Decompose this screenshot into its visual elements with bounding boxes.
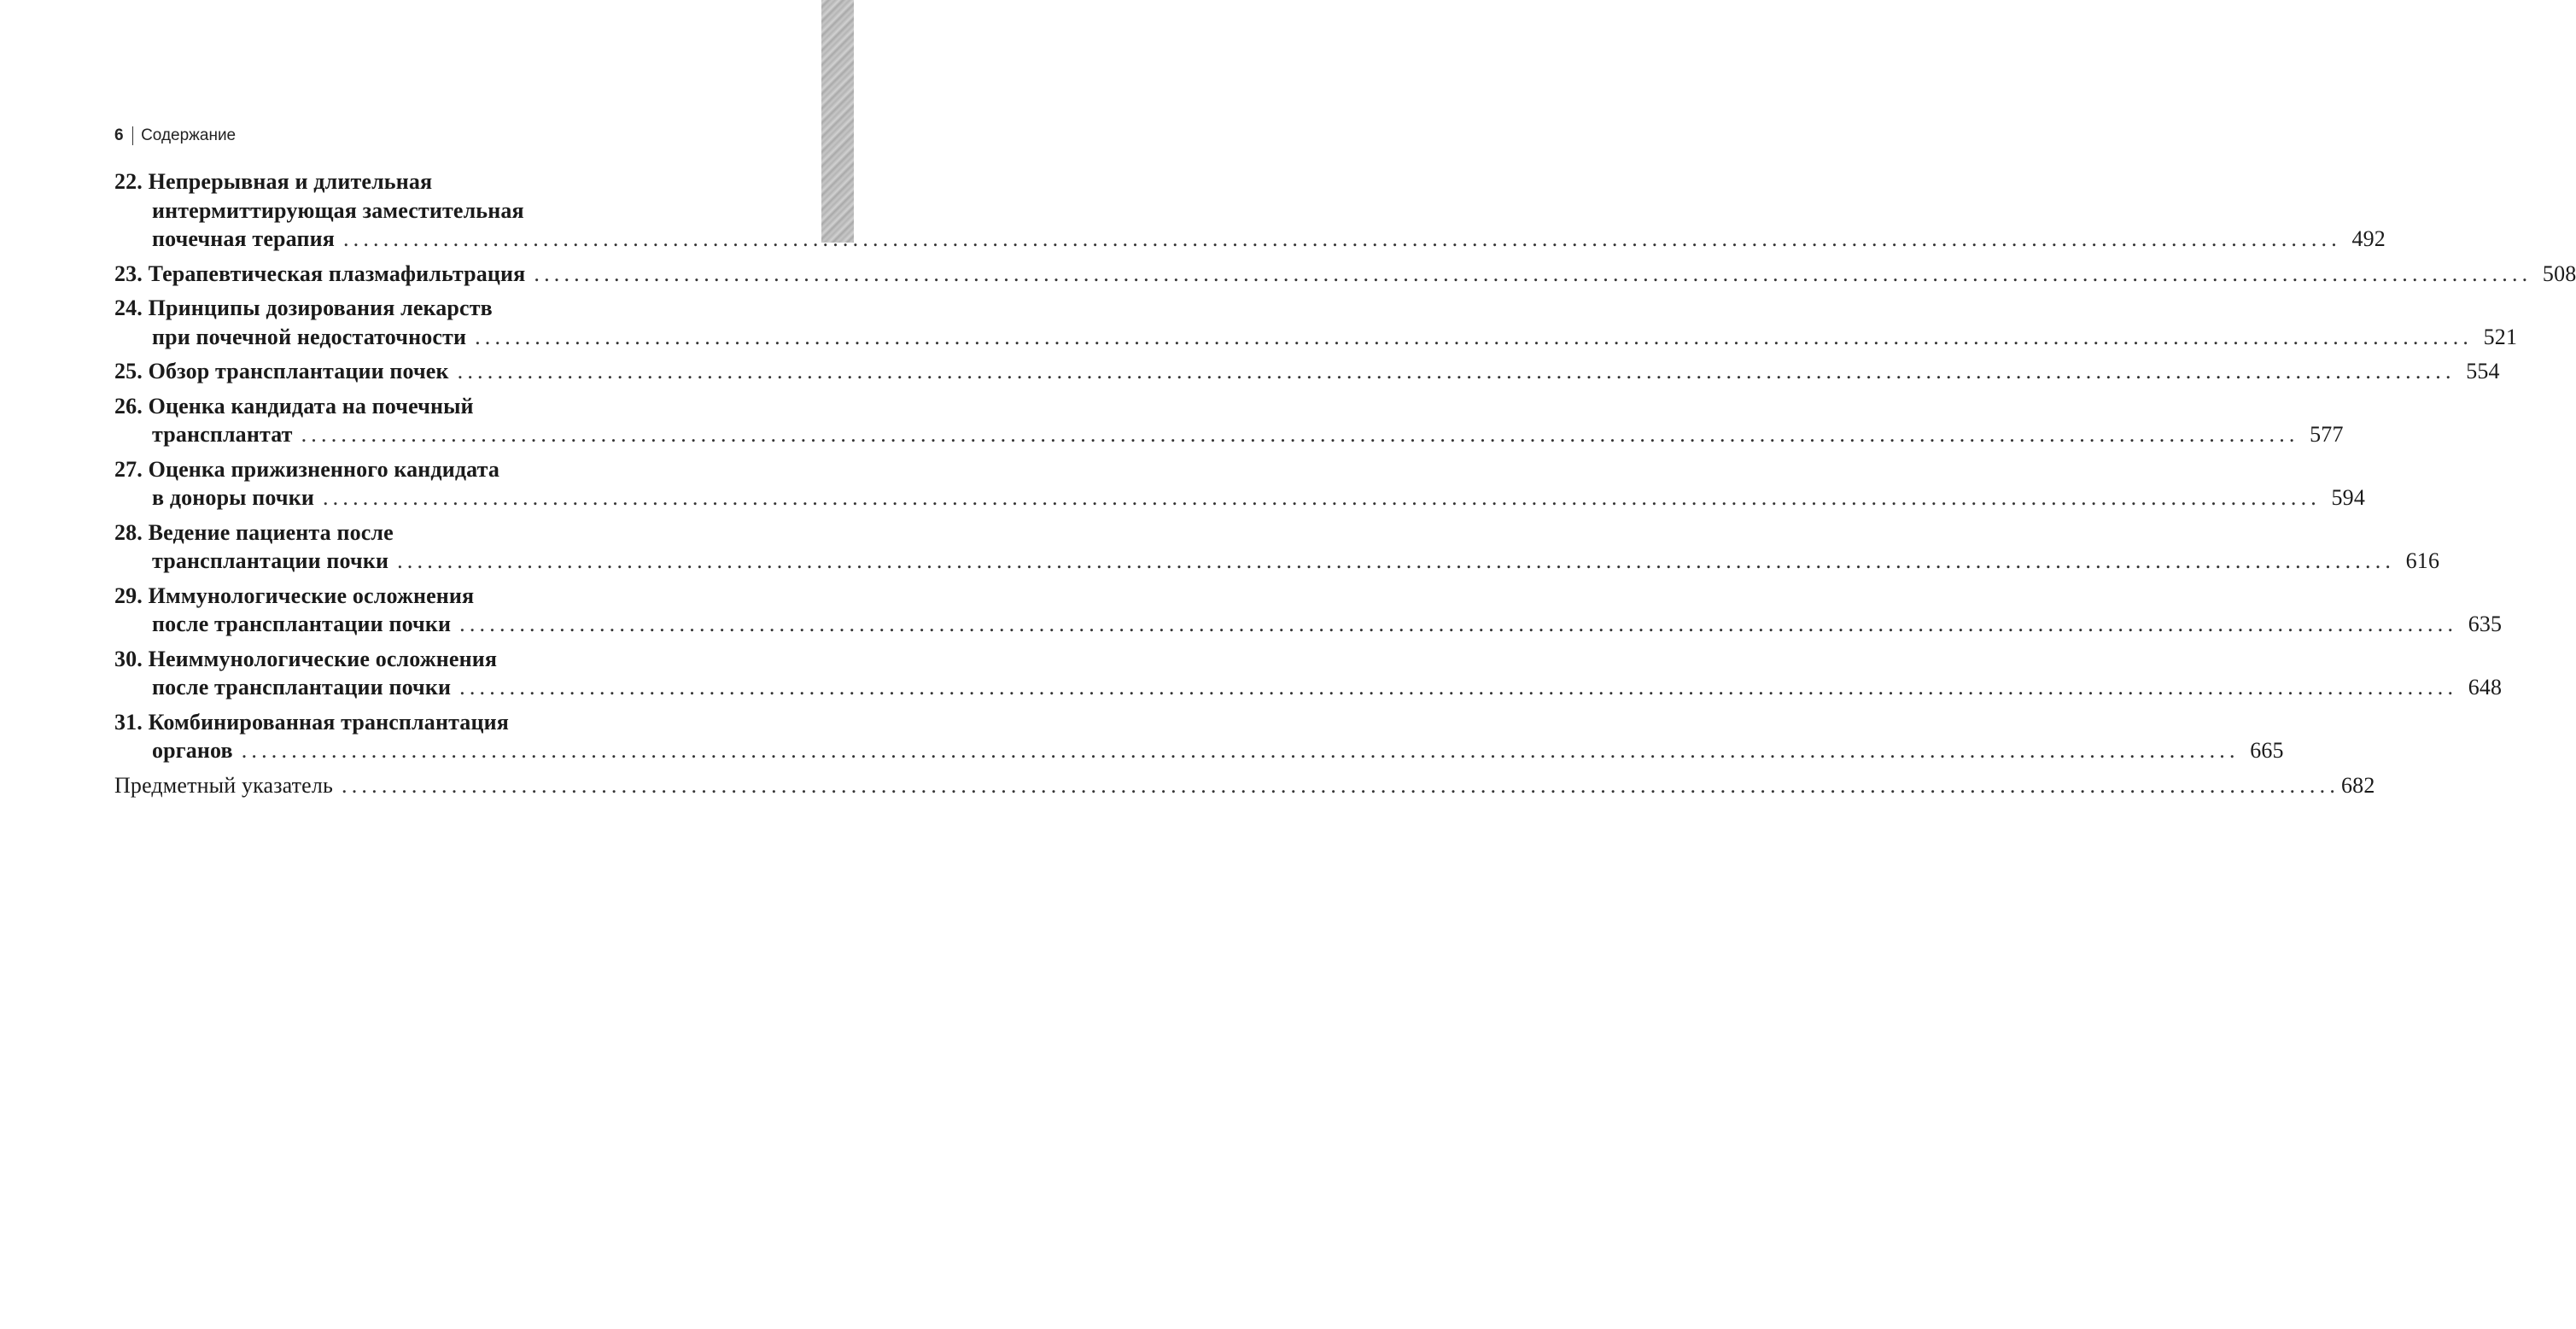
dot-leader: ........................................................................................................................................................................................................ [475,324,2474,349]
toc-entry-line [114,582,746,611]
toc-entry-title [114,583,474,608]
toc-entry[interactable] [114,357,2500,386]
chapter-number: 24. [114,296,143,320]
page-ref: 508 [2542,261,2576,286]
toc-entry-line [114,708,746,737]
toc-entry-title [114,394,474,419]
table-of-contents [114,167,2576,805]
toc-entry-title [114,710,509,735]
toc-entry[interactable] [114,260,2576,289]
toc-entry-title [114,457,499,482]
chapter-number: 26. [114,393,143,419]
chapter-number: 25. [114,359,143,383]
chapter-title: Иммунологические осложнения [148,583,475,608]
dot-leader: ........................................................................................................................................................................................................ [322,485,2321,510]
toc-entry-title: почечная терапия [152,226,335,251]
toc-entry-line [114,645,746,674]
dot-leader: ........................................................................................................................................................................................................ [534,261,2532,286]
toc-entry-line [114,518,746,547]
toc-entry-line [114,610,2503,639]
page-ref: 648 [2468,675,2503,700]
dot-leader: ........................................................................................................................................................................................................ [241,738,2240,763]
dot-leader: ........................................................................................................................................................................................................ [342,226,2341,251]
chapter-number: 30. [114,646,143,671]
toc-entry-title [114,296,493,320]
chapter-title: Оценка прижизненного кандидата [148,456,500,482]
toc-entry-line [114,420,2344,449]
toc-entry[interactable] [114,294,2518,351]
toc-entry-title: трансплантат [152,422,293,447]
header-divider [132,126,134,145]
chapter-number: 22. [114,169,143,194]
page-ref: 665 [2250,738,2284,763]
toc-entry-line [114,455,746,484]
toc-entry-title [114,357,449,386]
page-ref: 492 [2351,226,2386,251]
toc-entry-line [114,225,2386,254]
toc-entry-line [114,483,2365,512]
running-head [114,123,236,149]
section-title: Содержание [141,126,237,144]
chapter-title: Комбинированная трансплантация [148,709,509,735]
page-number: 6 [114,126,124,144]
toc-entry-line [114,771,2375,800]
toc-entry-line [114,294,746,323]
toc-entry[interactable] [114,645,2503,702]
dot-leader: ........................................................................................................................................................................................................ [459,612,2458,636]
toc-entry-line [114,167,746,196]
dot-leader: ........................................................................................................................................................................................................ [457,359,2456,383]
side-thumb-tab [821,0,854,243]
dot-leader: ........................................................................................................................................................................................................ [459,675,2458,700]
toc-entry-line [114,196,746,225]
toc-entry[interactable] [114,518,2440,576]
toc-entry-line [114,736,2284,765]
toc-entry-line [114,260,2576,289]
toc-entry-title: после трансплантации почки [152,612,452,636]
toc-entry[interactable] [114,392,2344,449]
toc-entry-title: при почечной недостаточности [152,324,467,349]
page-ref: 594 [2331,485,2365,510]
toc-entry-title [114,260,525,289]
chapter-number: 23. [114,261,143,286]
page-ref: 554 [2466,359,2500,383]
toc-entry-title [114,169,432,194]
toc-entry-line [114,392,746,421]
toc-entry-index[interactable] [114,771,2375,800]
chapter-number: 28. [114,519,143,545]
toc-entry-title: органов [152,738,233,763]
toc-entry[interactable] [114,455,2365,512]
chapter-title: Оценка кандидата на почечный [148,393,474,419]
chapter-title: Терапевтическая плазмафильтрация [148,261,526,286]
chapter-title: Непрерывная и длительная [148,169,433,194]
dot-leader: ........................................................................................................................................................................................................ [342,772,2340,798]
chapter-title: Принципы дозирования лекарств [148,296,493,320]
page-ref: 577 [2310,422,2344,447]
chapter-number: 27. [114,456,143,482]
toc-entry-line [114,547,2440,576]
chapter-number: 31. [114,709,143,735]
toc-entry-title: после трансплантации почки [152,675,452,700]
toc-entry-line [114,673,2503,702]
chapter-number: 29. [114,583,143,608]
toc-entry-title: интермиттирующая заместительная [152,197,524,223]
dot-leader: ........................................................................................................................................................................................................ [397,548,2396,573]
chapter-title: Неиммунологические осложнения [148,646,498,671]
page-ref: 521 [2483,324,2518,349]
toc-entry[interactable] [114,708,2284,765]
chapter-title: Ведение пациента после [148,519,394,545]
toc-entry[interactable] [114,582,2503,639]
toc-entry-title [114,647,497,671]
toc-entry-title: трансплантации почки [152,548,389,573]
toc-entry-line [114,323,2518,352]
page-ref: 616 [2405,548,2440,573]
toc-entry-line [114,357,2500,386]
page-ref: 682 [2341,772,2375,798]
index-title: Предметный указатель [114,772,334,798]
chapter-title: Обзор трансплантации почек [148,359,449,383]
toc-entry-title: в доноры почки [152,485,314,510]
page-ref: 635 [2468,612,2503,636]
dot-leader: ........................................................................................................................................................................................................ [301,422,2299,447]
toc-entry-title [114,520,394,545]
toc-entry[interactable] [114,167,2386,254]
